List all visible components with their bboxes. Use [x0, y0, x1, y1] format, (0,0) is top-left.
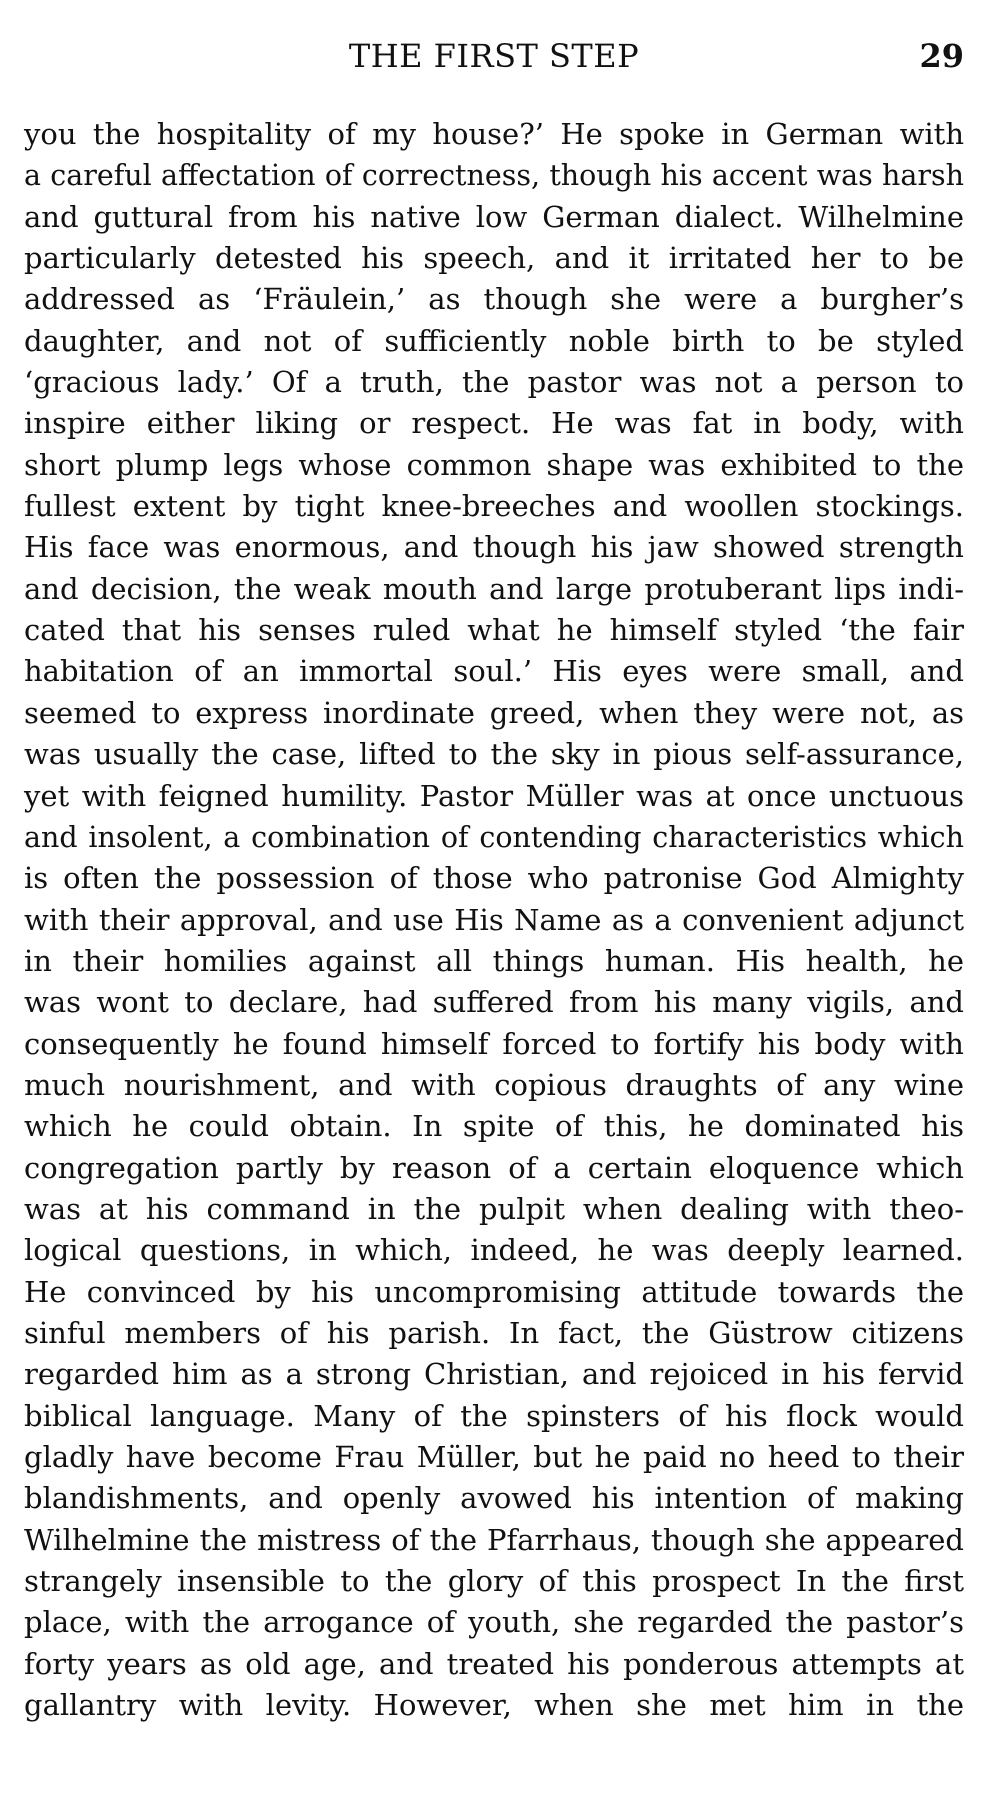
text-line: cated that his senses ruled what he himself styled ‘the fair: [24, 613, 964, 648]
page-number: 29: [919, 37, 964, 75]
text-line: His face was enormous, and though his jaw showed strength: [24, 530, 964, 565]
text-line: fullest extent by tight knee-breeches and woollen stockings.: [24, 489, 964, 524]
text-line: forty years as old age, and treated his ponderous attempts at: [24, 1646, 964, 1681]
text-line: logical questions, in which, indeed, he was deeply learned.: [24, 1233, 964, 1268]
text-line: sinful members of his parish. In fact, the Güstrow citizens: [24, 1315, 964, 1350]
text-line: seemed to express inordinate greed, when they were not, as: [24, 695, 964, 730]
text-line: ‘gracious lady.’ Of a truth, the pastor was not a person to: [24, 365, 964, 400]
text-line: much nourishment, and with copious draughts of any wine: [24, 1067, 964, 1102]
text-line: strangely insensible to the glory of this prospect In the first: [24, 1564, 964, 1599]
text-line: particularly detested his speech, and it irritated her to be: [24, 241, 964, 276]
text-line: short plump legs whose common shape was exhibited to the: [24, 447, 964, 482]
body-text: [24, 114, 964, 1726]
running-title: THE FIRST STEP: [348, 37, 640, 75]
text-line: congregation partly by reason of a certain eloquence which: [24, 1150, 964, 1185]
text-line: you the hospitality of my house?’ He spoke in German with: [24, 117, 964, 151]
text-line: and guttural from his native low German dialect. Wilhelmine: [24, 199, 964, 234]
text-line: Wilhelmine the mistress of the Pfarrhaus, though she appeared: [24, 1522, 964, 1557]
text-line: regarded him as a strong Christian, and rejoiced in his fervid: [24, 1357, 964, 1392]
text-line: blandishments, and openly avowed his intention of making: [24, 1481, 964, 1516]
text-line: is often the possession of those who patronise God Almighty: [24, 861, 964, 896]
running-head: [24, 34, 964, 78]
text-line: yet with feigned humility. Pastor Müller was at once unctuous: [24, 778, 964, 813]
text-line: He convinced by his uncompromising attitude towards the: [24, 1274, 964, 1309]
text-line: biblical language. Many of the spinsters of his flock would: [24, 1398, 964, 1433]
text-line: gladly have become Frau Müller, but he paid no heed to their: [24, 1440, 964, 1474]
text-line: a careful affectation of correctness, though his accent was harsh: [24, 159, 964, 193]
text-line: in their homilies against all things human. His health, he: [24, 943, 964, 978]
text-line: was usually the case, lifted to the sky in pious self-assurance,: [24, 737, 964, 772]
text-line: daughter, and not of sufficiently noble birth to be styled: [24, 323, 964, 358]
text-line: addressed as ‘Fräulein,’ as though she were a burgher’s: [24, 282, 964, 317]
text-line: was wont to declare, had suffered from his many vigils, and: [24, 985, 964, 1020]
text-line: with their approval, and use His Name as a convenient adjunct: [24, 902, 964, 937]
text-line: consequently he found himself forced to fortify his body with: [24, 1026, 964, 1061]
text-line: inspire either liking or respect. He was fat in body, with: [24, 406, 964, 441]
text-line: gallantry with levity. However, when she met him in the: [24, 1688, 964, 1723]
text-line: and insolent, a combination of contending characteristics which: [24, 820, 964, 854]
text-line: was at his command in the pulpit when dealing with theo-: [24, 1191, 964, 1226]
text-line: habitation of an immortal soul.’ His eyes were small, and: [24, 654, 964, 689]
text-line: which he could obtain. In spite of this, he dominated his: [24, 1109, 964, 1144]
text-line: place, with the arrogance of youth, she regarded the pastor’s: [24, 1605, 964, 1640]
text-line: and decision, the weak mouth and large protuberant lips indi-: [24, 571, 964, 606]
